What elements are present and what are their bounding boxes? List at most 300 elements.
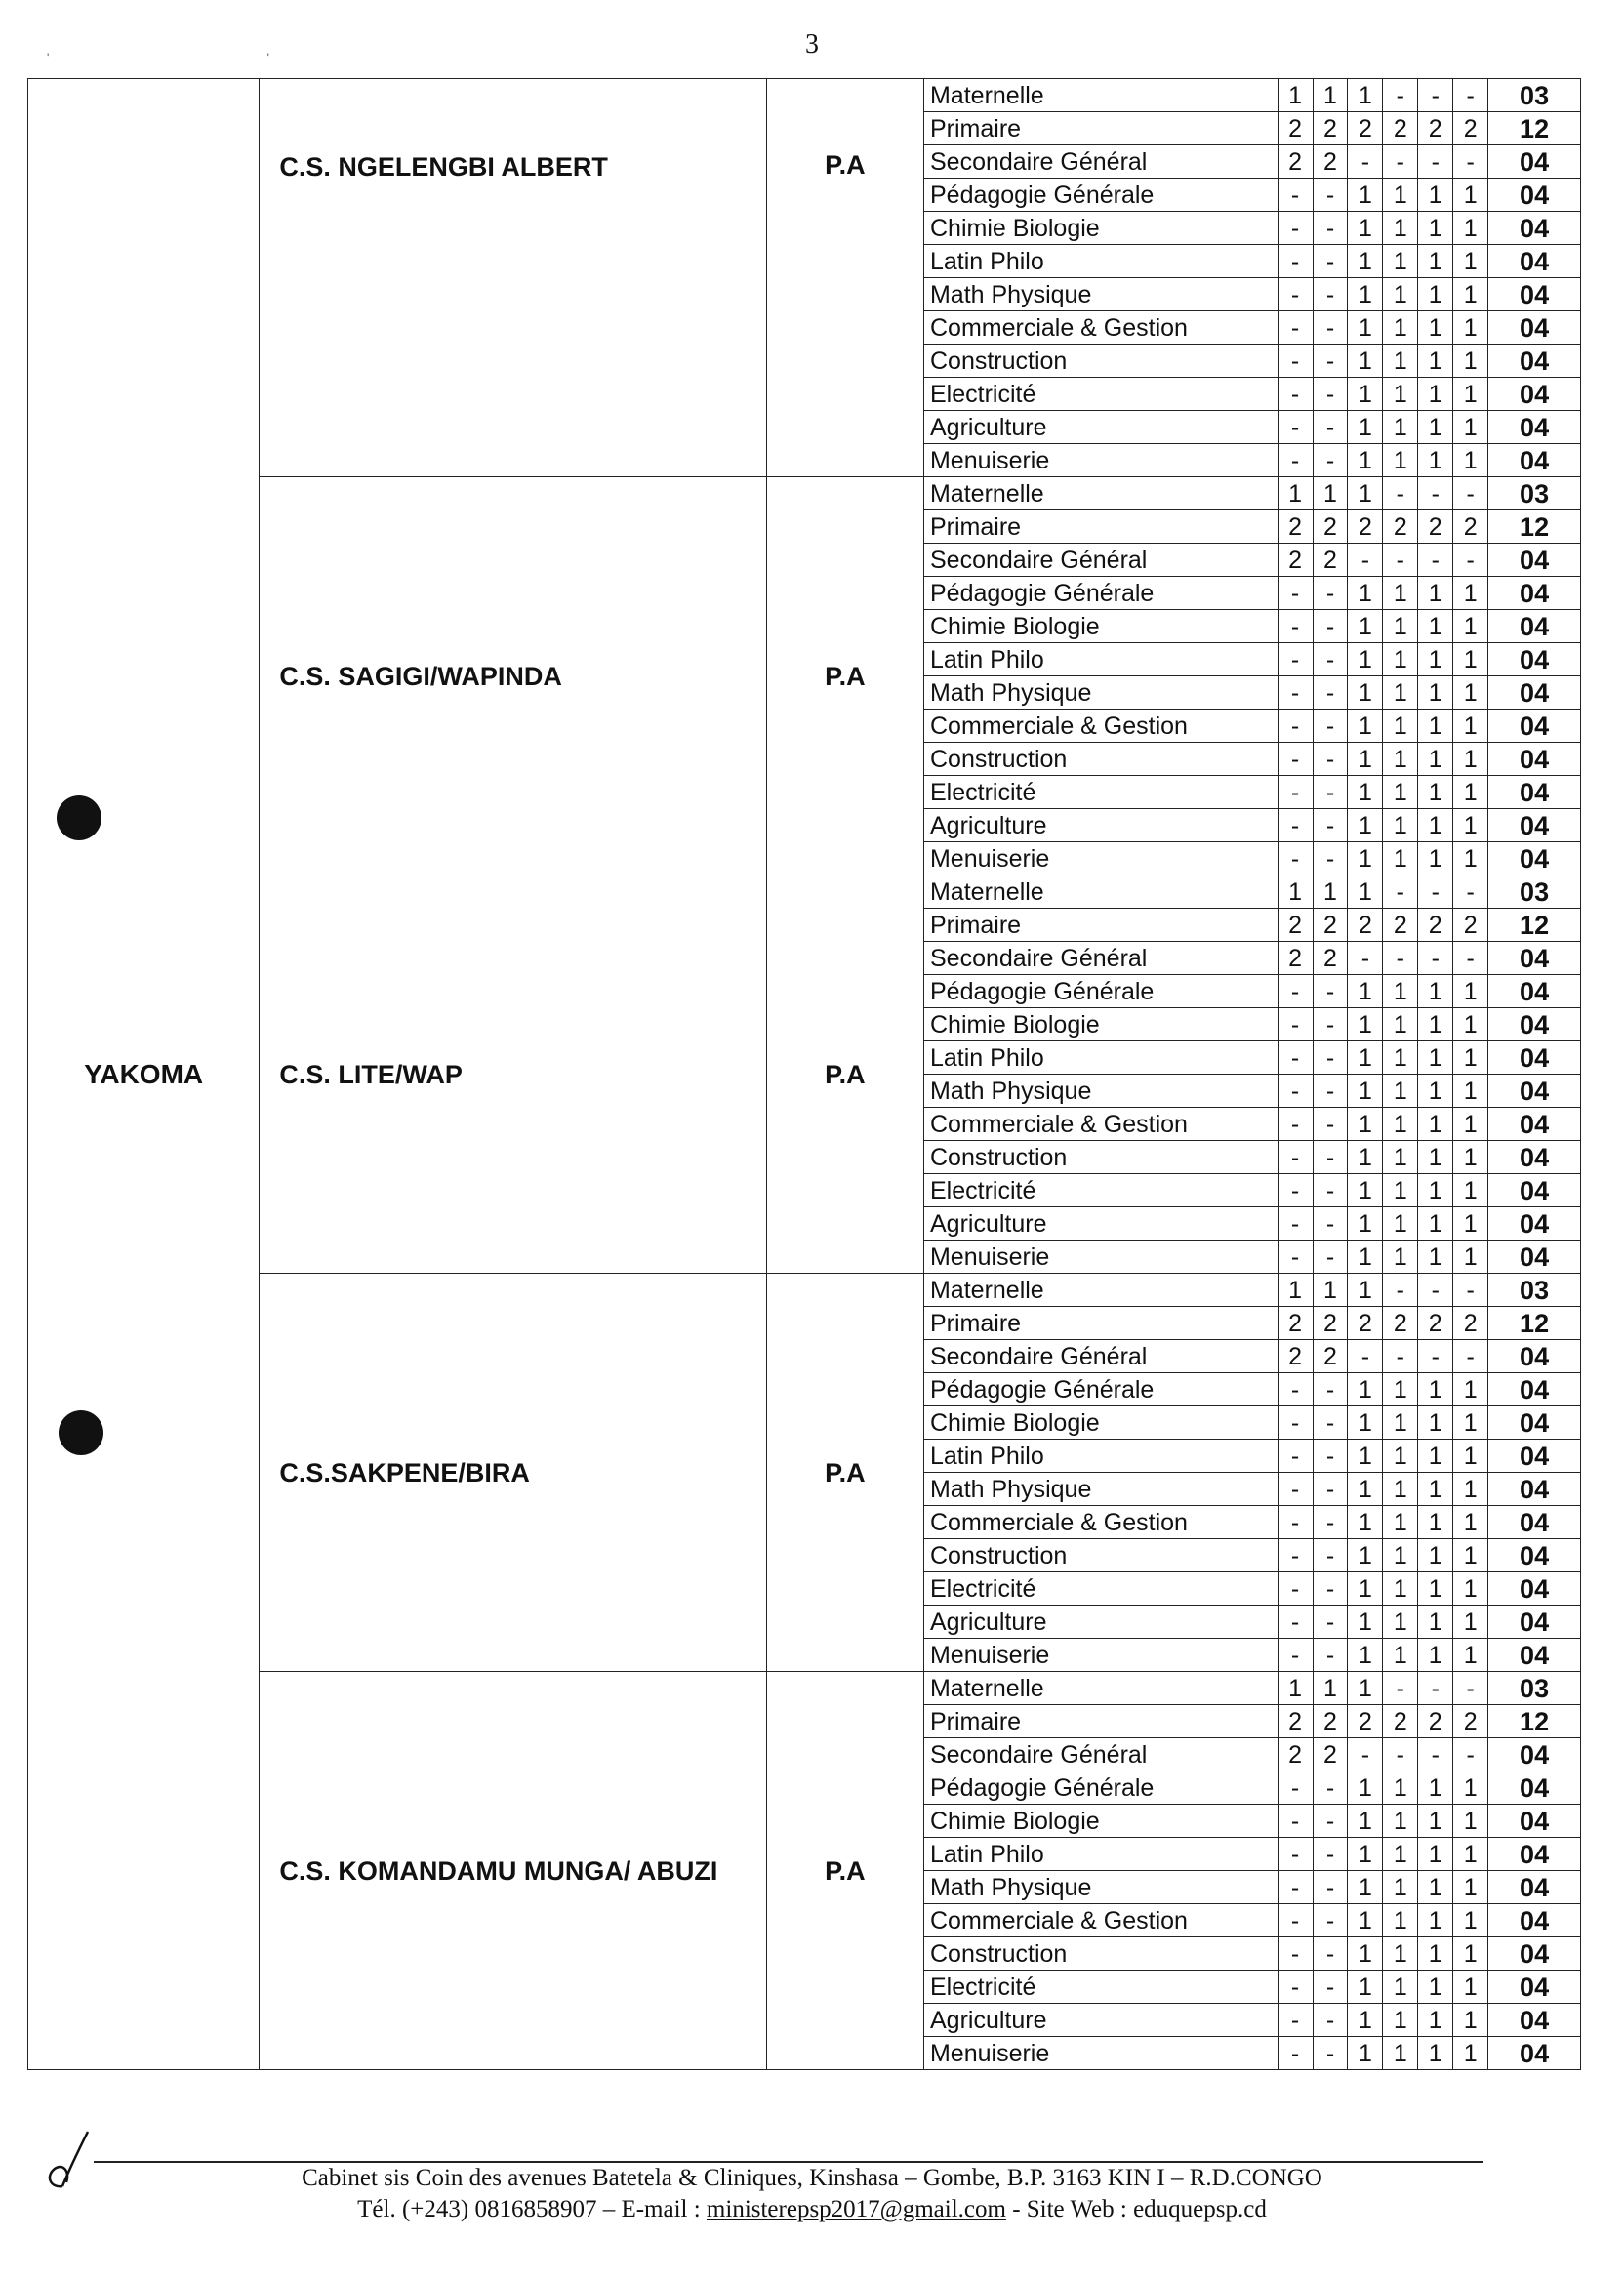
school-regime: P.A xyxy=(766,1672,923,2070)
class-count-cell: 2 xyxy=(1453,909,1488,942)
total-cell: 04 xyxy=(1488,1871,1581,1904)
class-count-cell: 2 xyxy=(1278,112,1313,145)
class-count-cell: - xyxy=(1348,942,1383,975)
class-count-cell: - xyxy=(1313,1141,1348,1174)
class-count-cell: 1 xyxy=(1348,1937,1383,1971)
class-count-cell: 1 xyxy=(1418,1473,1453,1506)
section-name: Agriculture xyxy=(923,1207,1278,1241)
class-count-cell: - xyxy=(1453,1738,1488,1771)
class-count-cell: - xyxy=(1278,1539,1313,1572)
total-cell: 12 xyxy=(1488,1307,1581,1340)
class-count-cell: 1 xyxy=(1383,378,1418,411)
class-count-cell: 1 xyxy=(1383,1606,1418,1639)
class-count-cell: - xyxy=(1278,1041,1313,1075)
class-count-cell: 1 xyxy=(1453,1373,1488,1406)
class-count-cell: - xyxy=(1383,79,1418,112)
class-count-cell: - xyxy=(1278,179,1313,212)
school-name: C.S. NGELENGBI ALBERT xyxy=(260,79,766,477)
class-count-cell: 2 xyxy=(1383,909,1418,942)
class-count-cell: 1 xyxy=(1453,1871,1488,1904)
class-count-cell: 1 xyxy=(1418,444,1453,477)
class-count-cell: 1 xyxy=(1453,1937,1488,1971)
class-count-cell: 2 xyxy=(1313,942,1348,975)
class-count-cell: - xyxy=(1313,1606,1348,1639)
class-count-cell: - xyxy=(1278,710,1313,743)
school-regime: P.A xyxy=(766,875,923,1274)
class-count-cell: 2 xyxy=(1278,1705,1313,1738)
total-cell: 04 xyxy=(1488,1440,1581,1473)
class-count-cell: 1 xyxy=(1453,1207,1488,1241)
district-name: YAKOMA xyxy=(28,79,260,2070)
class-count-cell: 1 xyxy=(1453,1971,1488,2004)
class-count-cell: - xyxy=(1313,610,1348,643)
class-count-cell: - xyxy=(1278,1639,1313,1672)
class-count-cell: 1 xyxy=(1453,1075,1488,1108)
class-count-cell: - xyxy=(1313,809,1348,842)
class-count-cell: 2 xyxy=(1278,942,1313,975)
class-count-cell: - xyxy=(1313,1937,1348,1971)
class-count-cell: - xyxy=(1278,2004,1313,2037)
class-count-cell: 1 xyxy=(1348,1971,1383,2004)
section-name: Math Physique xyxy=(923,1871,1278,1904)
class-count-cell: - xyxy=(1313,212,1348,245)
class-count-cell: 1 xyxy=(1348,79,1383,112)
school-regime: P.A xyxy=(766,477,923,875)
class-count-cell: 1 xyxy=(1348,378,1383,411)
section-name: Construction xyxy=(923,1937,1278,1971)
class-count-cell: 1 xyxy=(1418,1108,1453,1141)
class-count-cell: 2 xyxy=(1313,1340,1348,1373)
class-count-cell: 1 xyxy=(1453,1041,1488,1075)
class-count-cell: - xyxy=(1383,1738,1418,1771)
section-name: Electricité xyxy=(923,1174,1278,1207)
total-cell: 04 xyxy=(1488,1738,1581,1771)
section-name: Primaire xyxy=(923,510,1278,544)
class-count-cell: 1 xyxy=(1453,842,1488,875)
class-count-cell: - xyxy=(1278,1141,1313,1174)
class-count-cell: - xyxy=(1418,1340,1453,1373)
class-count-cell: 1 xyxy=(1313,477,1348,510)
class-count-cell: 2 xyxy=(1278,544,1313,577)
section-name: Secondaire Général xyxy=(923,942,1278,975)
class-count-cell: 2 xyxy=(1348,112,1383,145)
section-name: Electricité xyxy=(923,776,1278,809)
class-count-cell: 1 xyxy=(1383,1406,1418,1440)
class-count-cell: 1 xyxy=(1418,1937,1453,1971)
class-count-cell: - xyxy=(1313,1572,1348,1606)
total-cell: 03 xyxy=(1488,875,1581,909)
class-count-cell: 1 xyxy=(1418,577,1453,610)
school-name: C.S.SAKPENE/BIRA xyxy=(260,1274,766,1672)
class-count-cell: 1 xyxy=(1383,1041,1418,1075)
class-count-cell: 1 xyxy=(1383,1174,1418,1207)
class-count-cell: 1 xyxy=(1348,1041,1383,1075)
class-count-cell: - xyxy=(1313,1971,1348,2004)
binder-hole-mark xyxy=(59,1410,103,1455)
class-count-cell: - xyxy=(1313,411,1348,444)
class-count-cell: - xyxy=(1278,776,1313,809)
class-count-cell: 1 xyxy=(1383,1971,1418,2004)
total-cell: 04 xyxy=(1488,1805,1581,1838)
class-count-cell: - xyxy=(1453,79,1488,112)
class-count-cell: 1 xyxy=(1418,1572,1453,1606)
section-name: Electricité xyxy=(923,378,1278,411)
class-count-cell: 1 xyxy=(1383,278,1418,311)
section-name: Math Physique xyxy=(923,1075,1278,1108)
class-count-cell: - xyxy=(1278,345,1313,378)
class-count-cell: - xyxy=(1278,1008,1313,1041)
class-count-cell: - xyxy=(1383,875,1418,909)
allocation-table-body xyxy=(28,79,1581,2070)
class-count-cell: - xyxy=(1278,444,1313,477)
section-name: Menuiserie xyxy=(923,1241,1278,1274)
class-count-cell: 1 xyxy=(1453,345,1488,378)
class-count-cell: - xyxy=(1418,477,1453,510)
class-count-cell: 1 xyxy=(1453,1440,1488,1473)
class-count-cell: - xyxy=(1278,1971,1313,2004)
class-count-cell: - xyxy=(1278,378,1313,411)
section-name: Latin Philo xyxy=(923,245,1278,278)
class-count-cell: 1 xyxy=(1418,245,1453,278)
class-count-cell: - xyxy=(1418,1672,1453,1705)
total-cell: 04 xyxy=(1488,610,1581,643)
class-count-cell: 2 xyxy=(1453,112,1488,145)
class-count-cell: - xyxy=(1278,577,1313,610)
class-count-cell: 1 xyxy=(1383,345,1418,378)
section-name: Chimie Biologie xyxy=(923,1805,1278,1838)
total-cell: 04 xyxy=(1488,809,1581,842)
section-name: Latin Philo xyxy=(923,1838,1278,1871)
class-count-cell: - xyxy=(1313,378,1348,411)
class-count-cell: 1 xyxy=(1418,1008,1453,1041)
class-count-cell: 1 xyxy=(1418,179,1453,212)
class-count-cell: 1 xyxy=(1453,1539,1488,1572)
class-count-cell: - xyxy=(1278,411,1313,444)
class-count-cell: - xyxy=(1278,610,1313,643)
total-cell: 04 xyxy=(1488,145,1581,179)
class-count-cell: 1 xyxy=(1453,1241,1488,1274)
class-count-cell: - xyxy=(1348,1340,1383,1373)
class-count-cell: - xyxy=(1313,975,1348,1008)
total-cell: 03 xyxy=(1488,1274,1581,1307)
class-count-cell: 1 xyxy=(1453,1904,1488,1937)
section-name: Secondaire Général xyxy=(923,145,1278,179)
class-count-cell: 1 xyxy=(1418,1241,1453,1274)
total-cell: 04 xyxy=(1488,411,1581,444)
class-count-cell: 1 xyxy=(1383,1207,1418,1241)
section-name: Primaire xyxy=(923,1705,1278,1738)
total-cell: 04 xyxy=(1488,2004,1581,2037)
total-cell: 04 xyxy=(1488,544,1581,577)
class-count-cell: 1 xyxy=(1313,875,1348,909)
class-count-cell: - xyxy=(1313,1241,1348,1274)
class-count-cell: 1 xyxy=(1453,1572,1488,1606)
class-count-cell: 1 xyxy=(1348,1805,1383,1838)
class-count-cell: 1 xyxy=(1418,1639,1453,1672)
class-count-cell: 1 xyxy=(1453,2037,1488,2070)
class-count-cell: - xyxy=(1453,1340,1488,1373)
class-count-cell: - xyxy=(1278,842,1313,875)
table-row xyxy=(28,79,1581,112)
class-count-cell: 1 xyxy=(1418,411,1453,444)
footer-site: - Site Web : eduquepsp.cd xyxy=(1005,2196,1267,2222)
class-count-cell: - xyxy=(1418,544,1453,577)
class-count-cell: 1 xyxy=(1453,278,1488,311)
section-name: Pédagogie Générale xyxy=(923,975,1278,1008)
class-count-cell: 1 xyxy=(1383,975,1418,1008)
total-cell: 04 xyxy=(1488,1971,1581,2004)
class-count-cell: 1 xyxy=(1453,1771,1488,1805)
class-count-cell: 2 xyxy=(1278,1738,1313,1771)
class-count-cell: 1 xyxy=(1348,743,1383,776)
class-count-cell: 1 xyxy=(1453,710,1488,743)
class-count-cell: 2 xyxy=(1313,1705,1348,1738)
class-count-cell: 1 xyxy=(1418,1904,1453,1937)
section-name: Pédagogie Générale xyxy=(923,577,1278,610)
class-count-cell: - xyxy=(1313,311,1348,345)
class-count-cell: 1 xyxy=(1453,444,1488,477)
class-count-cell: 1 xyxy=(1348,1539,1383,1572)
total-cell: 04 xyxy=(1488,1207,1581,1241)
class-count-cell: 1 xyxy=(1383,1904,1418,1937)
class-count-cell: 1 xyxy=(1348,1904,1383,1937)
class-count-cell: 1 xyxy=(1453,1506,1488,1539)
class-count-cell: 1 xyxy=(1348,411,1383,444)
class-count-cell: 1 xyxy=(1383,1805,1418,1838)
class-count-cell: - xyxy=(1383,544,1418,577)
class-count-cell: 1 xyxy=(1348,875,1383,909)
school-regime: P.A xyxy=(766,1274,923,1672)
class-count-cell: 1 xyxy=(1348,1506,1383,1539)
class-count-cell: 1 xyxy=(1383,1141,1418,1174)
section-name: Agriculture xyxy=(923,1606,1278,1639)
total-cell: 12 xyxy=(1488,112,1581,145)
class-count-cell: 1 xyxy=(1453,1141,1488,1174)
class-count-cell: 1 xyxy=(1383,179,1418,212)
class-count-cell: - xyxy=(1278,1174,1313,1207)
total-cell: 04 xyxy=(1488,1838,1581,1871)
class-count-cell: - xyxy=(1453,1274,1488,1307)
class-count-cell: 2 xyxy=(1383,1307,1418,1340)
class-count-cell: - xyxy=(1313,1904,1348,1937)
class-count-cell: 2 xyxy=(1313,1307,1348,1340)
class-count-cell: 2 xyxy=(1348,1307,1383,1340)
class-count-cell: 1 xyxy=(1383,311,1418,345)
total-cell: 04 xyxy=(1488,212,1581,245)
class-count-cell: 1 xyxy=(1348,1473,1383,1506)
class-count-cell: - xyxy=(1313,345,1348,378)
class-count-cell: - xyxy=(1453,145,1488,179)
class-count-cell: - xyxy=(1278,1871,1313,1904)
section-name: Agriculture xyxy=(923,2004,1278,2037)
class-count-cell: 1 xyxy=(1418,676,1453,710)
class-count-cell: 1 xyxy=(1453,1174,1488,1207)
class-count-cell: 1 xyxy=(1348,444,1383,477)
class-count-cell: 1 xyxy=(1348,311,1383,345)
class-count-cell: - xyxy=(1278,1506,1313,1539)
class-count-cell: 1 xyxy=(1418,776,1453,809)
class-count-cell: 1 xyxy=(1418,1373,1453,1406)
class-count-cell: 1 xyxy=(1348,477,1383,510)
class-count-cell: 1 xyxy=(1348,1440,1383,1473)
class-count-cell: 1 xyxy=(1278,1672,1313,1705)
class-count-cell: 1 xyxy=(1348,676,1383,710)
class-count-cell: - xyxy=(1278,1572,1313,1606)
total-cell: 04 xyxy=(1488,1606,1581,1639)
section-name: Construction xyxy=(923,743,1278,776)
class-count-cell: - xyxy=(1313,1041,1348,1075)
class-count-cell: - xyxy=(1278,1937,1313,1971)
section-name: Primaire xyxy=(923,1307,1278,1340)
class-count-cell: - xyxy=(1418,942,1453,975)
class-count-cell: 1 xyxy=(1383,1373,1418,1406)
total-cell: 04 xyxy=(1488,378,1581,411)
section-name: Latin Philo xyxy=(923,643,1278,676)
class-count-cell: - xyxy=(1278,1838,1313,1871)
section-name: Latin Philo xyxy=(923,1041,1278,1075)
class-count-cell: - xyxy=(1313,2004,1348,2037)
class-count-cell: 1 xyxy=(1453,809,1488,842)
class-count-cell: 2 xyxy=(1348,510,1383,544)
class-count-cell: 1 xyxy=(1418,1838,1453,1871)
class-count-cell: - xyxy=(1278,212,1313,245)
class-count-cell: - xyxy=(1313,1174,1348,1207)
class-count-cell: 2 xyxy=(1348,1705,1383,1738)
class-count-cell: - xyxy=(1278,1805,1313,1838)
total-cell: 03 xyxy=(1488,79,1581,112)
class-count-cell: 1 xyxy=(1313,79,1348,112)
footer-tel: Tél. (+243) 0816858907 – E-mail : xyxy=(357,2196,707,2222)
class-count-cell: 1 xyxy=(1383,411,1418,444)
class-count-cell: - xyxy=(1383,1340,1418,1373)
total-cell: 04 xyxy=(1488,1406,1581,1440)
class-count-cell: - xyxy=(1278,676,1313,710)
class-count-cell: - xyxy=(1383,1274,1418,1307)
class-count-cell: 2 xyxy=(1278,1340,1313,1373)
class-count-cell: - xyxy=(1278,1406,1313,1440)
class-count-cell: 1 xyxy=(1348,776,1383,809)
section-name: Chimie Biologie xyxy=(923,1008,1278,1041)
class-count-cell: - xyxy=(1348,544,1383,577)
section-name: Menuiserie xyxy=(923,2037,1278,2070)
total-cell: 04 xyxy=(1488,311,1581,345)
section-name: Secondaire Général xyxy=(923,1340,1278,1373)
class-count-cell: 2 xyxy=(1313,1738,1348,1771)
section-name: Commerciale & Gestion xyxy=(923,1506,1278,1539)
class-count-cell: - xyxy=(1418,145,1453,179)
class-count-cell: - xyxy=(1278,1606,1313,1639)
class-count-cell: - xyxy=(1418,1738,1453,1771)
class-count-cell: - xyxy=(1313,179,1348,212)
class-count-cell: 1 xyxy=(1348,643,1383,676)
section-name: Menuiserie xyxy=(923,444,1278,477)
class-count-cell: 1 xyxy=(1348,1771,1383,1805)
class-count-cell: - xyxy=(1383,942,1418,975)
class-count-cell: - xyxy=(1348,145,1383,179)
footer-email-link[interactable]: ministerepsp2017@gmail.com xyxy=(706,2196,1006,2222)
class-count-cell: 1 xyxy=(1348,2037,1383,2070)
total-cell: 12 xyxy=(1488,510,1581,544)
class-count-cell: 1 xyxy=(1348,1871,1383,1904)
class-count-cell: - xyxy=(1278,975,1313,1008)
class-count-cell: 1 xyxy=(1418,710,1453,743)
section-name: Primaire xyxy=(923,112,1278,145)
class-count-cell: 1 xyxy=(1383,1572,1418,1606)
footer-address: Cabinet sis Coin des avenues Batetela & Cliniques, Kinshasa – Gombe, B.P. 3163 KIN I – R.D.CONGO xyxy=(302,2165,1322,2191)
class-count-cell: 1 xyxy=(1383,444,1418,477)
class-count-cell: - xyxy=(1313,1075,1348,1108)
class-count-cell: 2 xyxy=(1453,1307,1488,1340)
section-name: Pédagogie Générale xyxy=(923,1771,1278,1805)
class-count-cell: 2 xyxy=(1313,909,1348,942)
class-count-cell: 2 xyxy=(1278,909,1313,942)
class-count-cell: 1 xyxy=(1453,1606,1488,1639)
total-cell: 04 xyxy=(1488,1639,1581,1672)
class-count-cell: - xyxy=(1313,577,1348,610)
class-count-cell: - xyxy=(1313,710,1348,743)
class-count-cell: - xyxy=(1453,544,1488,577)
class-count-cell: - xyxy=(1278,1207,1313,1241)
total-cell: 04 xyxy=(1488,1904,1581,1937)
section-name: Construction xyxy=(923,1141,1278,1174)
class-count-cell: 1 xyxy=(1453,1639,1488,1672)
class-count-cell: 1 xyxy=(1453,245,1488,278)
section-name: Agriculture xyxy=(923,809,1278,842)
section-name: Electricité xyxy=(923,1971,1278,2004)
total-cell: 04 xyxy=(1488,975,1581,1008)
class-count-cell: 1 xyxy=(1348,2004,1383,2037)
class-count-cell: 1 xyxy=(1418,1174,1453,1207)
total-cell: 04 xyxy=(1488,1473,1581,1506)
class-count-cell: - xyxy=(1313,444,1348,477)
section-name: Pédagogie Générale xyxy=(923,179,1278,212)
margin-marks: ' ' xyxy=(47,51,377,64)
class-count-cell: 1 xyxy=(1348,1207,1383,1241)
class-count-cell: 1 xyxy=(1453,743,1488,776)
class-count-cell: 1 xyxy=(1383,1771,1418,1805)
class-count-cell: - xyxy=(1313,278,1348,311)
class-count-cell: - xyxy=(1313,743,1348,776)
class-count-cell: 1 xyxy=(1278,79,1313,112)
allocation-table-wrapper xyxy=(27,78,1581,2070)
class-count-cell: 1 xyxy=(1348,1274,1383,1307)
class-count-cell: 1 xyxy=(1383,1108,1418,1141)
class-count-cell: 1 xyxy=(1453,1008,1488,1041)
total-cell: 04 xyxy=(1488,1340,1581,1373)
total-cell: 04 xyxy=(1488,776,1581,809)
total-cell: 04 xyxy=(1488,1572,1581,1606)
class-count-cell: - xyxy=(1453,1672,1488,1705)
section-name: Commerciale & Gestion xyxy=(923,710,1278,743)
class-count-cell: 2 xyxy=(1313,112,1348,145)
class-count-cell: 1 xyxy=(1383,2037,1418,2070)
class-count-cell: 1 xyxy=(1453,643,1488,676)
class-count-cell: 1 xyxy=(1383,676,1418,710)
class-count-cell: - xyxy=(1313,842,1348,875)
class-count-cell: 1 xyxy=(1383,245,1418,278)
class-count-cell: 1 xyxy=(1348,1406,1383,1440)
total-cell: 04 xyxy=(1488,278,1581,311)
class-count-cell: 1 xyxy=(1383,1075,1418,1108)
class-count-cell: 1 xyxy=(1453,577,1488,610)
class-count-cell: - xyxy=(1383,145,1418,179)
total-cell: 04 xyxy=(1488,577,1581,610)
class-count-cell: - xyxy=(1313,1639,1348,1672)
class-count-cell: - xyxy=(1278,1241,1313,1274)
class-count-cell: 1 xyxy=(1418,1440,1453,1473)
class-count-cell: 1 xyxy=(1453,676,1488,710)
class-count-cell: - xyxy=(1418,1274,1453,1307)
